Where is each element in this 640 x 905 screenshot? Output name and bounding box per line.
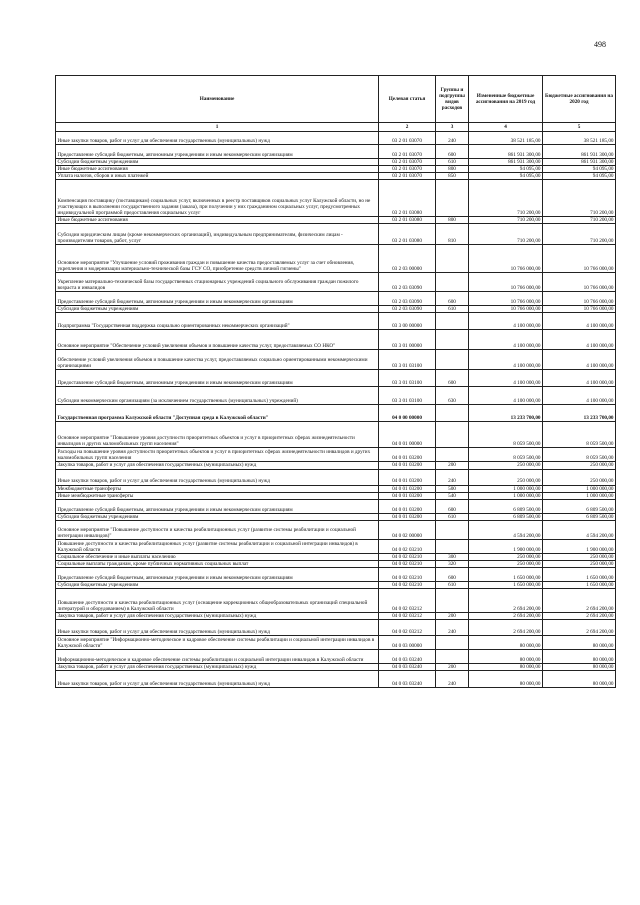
row-name: Основное мероприятие "Информационно-методическое и кадровое обеспечение системы реабилитации и социальной интеграции инвалидов в Калужской области" (56, 636, 379, 650)
table-row (56, 387, 616, 405)
row-name: Субсидии некоммерческим организациям (за исключением государственных (муниципальных) учреждений) (56, 387, 379, 405)
table-body (56, 132, 616, 688)
row-amount-2020: 94 095,00 (543, 166, 616, 173)
row-amount-2019: 4 594 200,00 (469, 520, 543, 539)
row-amount-2020: 80 000,00 (543, 650, 616, 664)
row-amount-2019: 80 000,00 (469, 636, 543, 650)
table-row (56, 306, 616, 313)
row-name: Субсидии бюджетным учреждениям (56, 159, 379, 166)
row-group: 600 (436, 370, 469, 387)
row-amount-2020: 4 100 000,00 (543, 330, 616, 350)
table-row (56, 582, 616, 589)
row-amount-2020: 2 694 200,00 (543, 620, 616, 636)
row-name: Иные закупки товаров, работ и услуг для обеспечения государственных (муниципальных) нужд (56, 132, 379, 145)
row-code: 04 0 00 00000 (379, 405, 436, 422)
row-name: Повышение доступности и качества реабилитационных услуг (развитие системы реабилитации и социальной интеграции инвалидов) в Калужской области (56, 539, 379, 553)
row-amount-2020: 250 000,00 (543, 462, 616, 469)
row-name: Межбюджетные трансферты (56, 485, 379, 492)
table-row (56, 492, 616, 499)
row-amount-2020: 2 694 200,00 (543, 613, 616, 620)
table-row (56, 245, 616, 273)
table-row (56, 568, 616, 582)
row-amount-2019: 250 000,00 (469, 469, 543, 485)
row-name: Субсидии бюджетным учреждениям (56, 513, 379, 520)
row-name: Предоставление субсидий бюджетным, автономным учреждениям и иным некоммерческим организациям (56, 499, 379, 513)
row-amount-2019: 710 200,00 (469, 217, 543, 224)
row-amount-2019: 1 000 000,00 (469, 492, 543, 499)
table-row (56, 499, 616, 513)
row-group (436, 405, 469, 422)
row-code: 04 0 02 03210 (379, 568, 436, 582)
table-row (56, 173, 616, 180)
budget-table (55, 75, 616, 688)
row-amount-2020: 38 521 185,00 (543, 132, 616, 145)
table-row (56, 664, 616, 671)
row-name: Основное мероприятие "Повышение доступности и качества реабилитационных услуг (развитие системы реабилитации и социальной интеграции инвалидов)" (56, 520, 379, 539)
row-amount-2019: 80 000,00 (469, 664, 543, 671)
row-code: 04 0 01 03200 (379, 448, 436, 462)
row-name: Укрепление материально-технической базы государственных стационарных учреждений социального обслуживания граждан пожилого возраста и инвалидов (56, 273, 379, 292)
row-amount-2019: 10 766 000,00 (469, 292, 543, 306)
header-code: Целевая статья (379, 76, 436, 123)
table-row (56, 370, 616, 387)
table-row (56, 513, 616, 520)
table-row (56, 313, 616, 330)
row-amount-2019: 4 100 000,00 (469, 350, 543, 370)
table-row (56, 330, 616, 350)
row-amount-2019: 861 931 300,00 (469, 145, 543, 159)
row-code: 04 0 01 03200 (379, 485, 436, 492)
header-name: Наименование (56, 76, 379, 123)
row-amount-2020: 250 000,00 (543, 560, 616, 567)
row-code: 04 0 03 03240 (379, 671, 436, 688)
row-amount-2019: 80 000,00 (469, 650, 543, 664)
row-group: 320 (436, 560, 469, 567)
row-group: 500 (436, 485, 469, 492)
row-amount-2020: 861 931 300,00 (543, 145, 616, 159)
table-row (56, 180, 616, 217)
column-number: 5 (543, 123, 616, 132)
row-amount-2019: 861 931 300,00 (469, 159, 543, 166)
row-name: Иные закупки товаров, работ и услуг для обеспечения государственных (муниципальных) нужд (56, 620, 379, 636)
row-group: 610 (436, 582, 469, 589)
column-number: 3 (436, 123, 469, 132)
row-amount-2019: 6 809 500,00 (469, 513, 543, 520)
row-group: 200 (436, 462, 469, 469)
table-row (56, 273, 616, 292)
row-code: 04 0 02 03212 (379, 613, 436, 620)
table-row (56, 650, 616, 664)
row-group: 300 (436, 553, 469, 560)
row-amount-2019: 1 650 000,00 (469, 582, 543, 589)
row-code: 04 0 03 03240 (379, 664, 436, 671)
page-number: 498 (594, 40, 606, 49)
row-group (436, 448, 469, 462)
row-amount-2019: 2 694 200,00 (469, 620, 543, 636)
row-amount-2020: 4 100 000,00 (543, 387, 616, 405)
column-number: 1 (56, 123, 379, 132)
row-amount-2020: 1 650 000,00 (543, 582, 616, 589)
table-row (56, 553, 616, 560)
table-row (56, 405, 616, 422)
row-code: 03 2 01 03070 (379, 145, 436, 159)
row-code: 04 0 01 03200 (379, 513, 436, 520)
row-group (436, 313, 469, 330)
row-code: 04 0 02 00000 (379, 520, 436, 539)
row-name: Информационно-методическое и кадровое обеспечение системы реабилитации и социальной интеграции инвалидов в Калужской области (56, 650, 379, 664)
row-code: 03 2 01 03070 (379, 173, 436, 180)
row-code: 04 0 02 03210 (379, 560, 436, 567)
row-amount-2020: 250 000,00 (543, 469, 616, 485)
row-group: 540 (436, 492, 469, 499)
row-group: 240 (436, 132, 469, 145)
row-amount-2019: 250 000,00 (469, 553, 543, 560)
row-group: 600 (436, 145, 469, 159)
row-amount-2020: 1 000 000,00 (543, 492, 616, 499)
row-code: 03 2 03 03090 (379, 306, 436, 313)
row-code: 03 2 03 00000 (379, 245, 436, 273)
table-row (56, 224, 616, 245)
row-group: 610 (436, 306, 469, 313)
row-name: Повышение доступности и качества реабилитационных услуг (оснащение коррекционных общеобразовательных организаций специальной литературой и оборудованием) в Калужской области (56, 589, 379, 613)
row-amount-2020: 250 000,00 (543, 553, 616, 560)
row-group: 610 (436, 513, 469, 520)
row-code: 03 2 03 03090 (379, 292, 436, 306)
row-group: 200 (436, 664, 469, 671)
row-amount-2020: 4 594 200,00 (543, 520, 616, 539)
table-row (56, 539, 616, 553)
row-code: 04 0 02 03210 (379, 582, 436, 589)
row-group (436, 539, 469, 553)
table-row (56, 145, 616, 159)
row-amount-2020: 1 900 000,00 (543, 539, 616, 553)
row-amount-2019: 8 059 500,00 (469, 448, 543, 462)
table-row (56, 469, 616, 485)
row-group (436, 245, 469, 273)
row-code: 03 3 01 03100 (379, 350, 436, 370)
row-name: Закупка товаров, работ и услуг для обеспечения государственных (муниципальных) нужд (56, 462, 379, 469)
header-amount-2019: Измененные бюджетные ассигнования на 2019 год (469, 76, 543, 123)
row-amount-2020: 80 000,00 (543, 664, 616, 671)
row-name: Обеспечение условий увеличения объемов и повышение качества услуг, предоставляемых социально ориентированными некоммерческими организациями (56, 350, 379, 370)
row-amount-2020: 10 766 000,00 (543, 306, 616, 313)
row-code: 04 0 03 00000 (379, 636, 436, 650)
row-group: 800 (436, 217, 469, 224)
row-amount-2019: 8 059 500,00 (469, 422, 543, 448)
row-code: 04 0 02 03210 (379, 553, 436, 560)
row-amount-2020: 10 766 000,00 (543, 273, 616, 292)
row-group (436, 520, 469, 539)
row-name: Иные межбюджетные трансферты (56, 492, 379, 499)
row-amount-2019: 6 809 500,00 (469, 499, 543, 513)
table-row (56, 292, 616, 306)
table-row (56, 636, 616, 650)
table-row (56, 462, 616, 469)
row-amount-2019: 94 095,00 (469, 173, 543, 180)
row-amount-2020: 8 059 500,00 (543, 422, 616, 448)
row-code: 04 0 02 03210 (379, 539, 436, 553)
table-row (56, 132, 616, 145)
row-amount-2020: 80 000,00 (543, 671, 616, 688)
row-group: 800 (436, 166, 469, 173)
column-number: 2 (379, 123, 436, 132)
row-group (436, 350, 469, 370)
row-code: 03 3 00 00000 (379, 313, 436, 330)
row-name: Основное мероприятие "Обеспечение условий увеличения объемов и повышение качества услуг, предоставляемых СО НКО" (56, 330, 379, 350)
row-name: Субсидии юридическим лицам (кроме некоммерческих организаций), индивидуальным предпринимателям, физическим лицам - производителям товаров, работ, услуг (56, 224, 379, 245)
row-group (436, 422, 469, 448)
row-code: 03 3 01 03100 (379, 387, 436, 405)
row-group (436, 273, 469, 292)
row-amount-2020: 94 095,00 (543, 173, 616, 180)
row-name: Компенсация поставщику (поставщикам) социальных услуг, включенных в реестр поставщиков социальных услуг Калужской области, но не участвующих в выполнении государственного задания (заказа), при получении у них гражданином социальных услуг, предусмотренных индивидуальной программой предоставления социальных услуг (56, 180, 379, 217)
header-group: Группы и подгруппы видов расходов (436, 76, 469, 123)
row-code: 04 0 01 03200 (379, 492, 436, 499)
table-row (56, 485, 616, 492)
row-code: 04 0 02 03212 (379, 620, 436, 636)
row-name: Иные закупки товаров, работ и услуг для обеспечения государственных (муниципальных) нужд (56, 469, 379, 485)
row-name: Иные бюджетные ассигнования (56, 166, 379, 173)
row-amount-2020: 710 200,00 (543, 224, 616, 245)
row-name: Уплата налогов, сборов и иных платежей (56, 173, 379, 180)
row-group: 600 (436, 499, 469, 513)
row-group (436, 650, 469, 664)
row-amount-2019: 710 200,00 (469, 224, 543, 245)
table-row (56, 671, 616, 688)
row-amount-2020: 4 100 000,00 (543, 370, 616, 387)
table-row (56, 613, 616, 620)
row-group: 850 (436, 173, 469, 180)
row-group: 600 (436, 568, 469, 582)
row-amount-2019: 710 200,00 (469, 180, 543, 217)
row-amount-2020: 4 100 000,00 (543, 350, 616, 370)
row-name: Основное мероприятие "Повышение уровня доступности приоритетных объектов и услуг в приоритетных сферах жизнедеятельности инвалидов и других маломобильных групп населения" (56, 422, 379, 448)
row-code: 04 0 01 03200 (379, 462, 436, 469)
row-amount-2019: 2 694 200,00 (469, 613, 543, 620)
row-amount-2020: 861 931 300,00 (543, 159, 616, 166)
row-group (436, 636, 469, 650)
table-row (56, 350, 616, 370)
column-number: 4 (469, 123, 543, 132)
row-code: 03 2 01 03080 (379, 224, 436, 245)
row-name: Субсидии бюджетным учреждениям (56, 306, 379, 313)
row-code: 03 2 01 03070 (379, 166, 436, 173)
table-row (56, 560, 616, 567)
row-group: 240 (436, 620, 469, 636)
table-row (56, 217, 616, 224)
row-code: 04 0 01 00000 (379, 422, 436, 448)
row-name: Предоставление субсидий бюджетным, автономным учреждениям и иным некоммерческим организациям (56, 370, 379, 387)
row-name: Предоставление субсидий бюджетным, автономным учреждениям и иным некоммерческим организациям (56, 568, 379, 582)
row-name: Иные закупки товаров, работ и услуг для обеспечения государственных (муниципальных) нужд (56, 671, 379, 688)
row-amount-2019: 10 766 000,00 (469, 245, 543, 273)
table-row (56, 166, 616, 173)
row-amount-2019: 94 095,00 (469, 166, 543, 173)
row-code: 03 2 01 03070 (379, 159, 436, 166)
row-group: 610 (436, 159, 469, 166)
row-group (436, 330, 469, 350)
row-amount-2019: 4 100 000,00 (469, 330, 543, 350)
row-group: 200 (436, 613, 469, 620)
row-name: Социальные выплаты гражданам, кроме публичных нормативных социальных выплат (56, 560, 379, 567)
row-code: 03 2 03 03090 (379, 273, 436, 292)
row-amount-2020: 13 233 700,00 (543, 405, 616, 422)
row-name: Подпрограмма "Государственная поддержка социально ориентированных некоммерческих организаций" (56, 313, 379, 330)
row-code: 03 2 01 03080 (379, 217, 436, 224)
row-group (436, 589, 469, 613)
row-amount-2020: 2 694 200,00 (543, 589, 616, 613)
row-amount-2020: 4 100 000,00 (543, 313, 616, 330)
row-amount-2020: 8 059 500,00 (543, 448, 616, 462)
row-code: 04 0 01 03200 (379, 469, 436, 485)
row-amount-2019: 10 766 000,00 (469, 273, 543, 292)
row-group: 240 (436, 671, 469, 688)
row-code: 04 0 01 03200 (379, 499, 436, 513)
row-name: Предоставление субсидий бюджетным, автономным учреждениям и иным некоммерческим организациям (56, 145, 379, 159)
table-row (56, 448, 616, 462)
row-amount-2020: 1 000 000,00 (543, 485, 616, 492)
row-group: 810 (436, 224, 469, 245)
row-amount-2020: 710 200,00 (543, 180, 616, 217)
row-amount-2020: 1 650 000,00 (543, 568, 616, 582)
row-amount-2019: 2 694 200,00 (469, 589, 543, 613)
row-name: Предоставление субсидий бюджетным, автономным учреждениям и иным некоммерческим организациям (56, 292, 379, 306)
row-name: Государственная программа Калужской области "Доступная среда в Калужской области" (56, 405, 379, 422)
row-code: 04 0 03 03240 (379, 650, 436, 664)
row-code: 03 2 01 03070 (379, 132, 436, 145)
row-amount-2019: 13 233 700,00 (469, 405, 543, 422)
row-amount-2019: 1 000 000,00 (469, 485, 543, 492)
row-amount-2020: 80 000,00 (543, 636, 616, 650)
row-amount-2019: 250 000,00 (469, 560, 543, 567)
table-row (56, 520, 616, 539)
row-code: 03 3 01 03100 (379, 370, 436, 387)
row-amount-2019: 10 766 000,00 (469, 306, 543, 313)
row-name: Закупка товаров, работ и услуг для обеспечения государственных (муниципальных) нужд (56, 613, 379, 620)
row-name: Расходы на повышение уровня доступности приоритетных объектов и услуг в приоритетных сферах жизнедеятельности инвалидов и других маломобильных групп населения (56, 448, 379, 462)
row-amount-2019: 80 000,00 (469, 671, 543, 688)
table-row (56, 159, 616, 166)
row-name: Субсидии бюджетным учреждениям (56, 582, 379, 589)
row-name: Основное мероприятие "Улучшение условий проживания граждан и повышение качества предоставляемых услуг за счет обновления, укрепления и модернизации материально-технической базы ГСУ СО, приобретение средств личной гигиены" (56, 245, 379, 273)
row-group (436, 180, 469, 217)
table-row (56, 620, 616, 636)
row-group: 240 (436, 469, 469, 485)
row-amount-2020: 6 809 500,00 (543, 499, 616, 513)
row-amount-2019: 4 100 000,00 (469, 313, 543, 330)
table-row (56, 589, 616, 613)
row-amount-2019: 4 100 000,00 (469, 370, 543, 387)
row-name: Закупка товаров, работ и услуг для обеспечения государственных (муниципальных) нужд (56, 664, 379, 671)
row-group: 630 (436, 387, 469, 405)
row-amount-2020: 10 766 000,00 (543, 245, 616, 273)
row-group: 600 (436, 292, 469, 306)
row-amount-2020: 6 809 500,00 (543, 513, 616, 520)
header-amount-2020: Бюджетные ассигнования на 2020 год (543, 76, 616, 123)
row-code: 04 0 02 03212 (379, 589, 436, 613)
row-code: 03 3 01 00000 (379, 330, 436, 350)
row-amount-2020: 710 200,00 (543, 217, 616, 224)
row-name: Социальное обеспечение и иные выплаты населению (56, 553, 379, 560)
row-amount-2019: 4 100 000,00 (469, 387, 543, 405)
row-name: Иные бюджетные ассигнования (56, 217, 379, 224)
row-amount-2019: 250 000,00 (469, 462, 543, 469)
row-amount-2019: 1 650 000,00 (469, 568, 543, 582)
table-row (56, 422, 616, 448)
row-amount-2019: 38 521 185,00 (469, 132, 543, 145)
row-amount-2019: 1 900 000,00 (469, 539, 543, 553)
row-amount-2020: 10 766 000,00 (543, 292, 616, 306)
row-code: 03 2 01 03080 (379, 180, 436, 217)
